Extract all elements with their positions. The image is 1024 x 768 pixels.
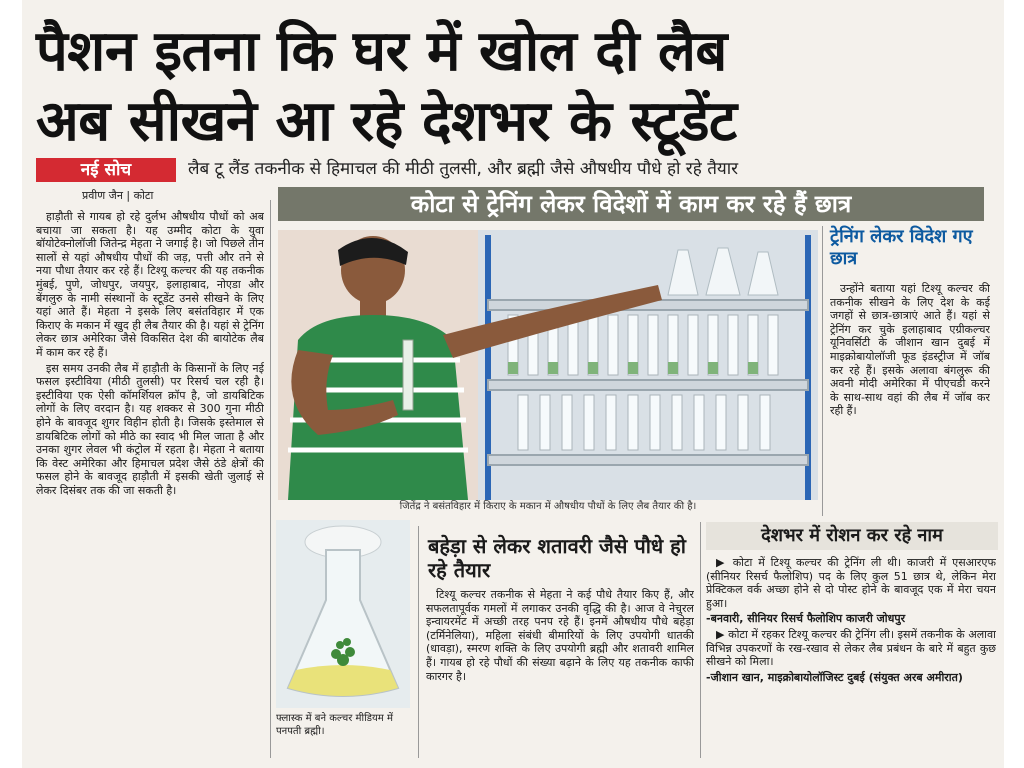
- flask-illustration: [276, 520, 410, 708]
- quote-paragraph: ▶ कोटा में टिश्यू कल्चर की ट्रेनिंग ली थी। काजरी में एसआरएफ (सीनियर रिसर्च फैलोशिप) पद के लिए कुल 51 छात्र थे, लेकिन मेरा प्रेक्टिकल वर्क अच्छा होने से दो पोस्ट होने के बावजूद एक में मेरा चयन हुआ।: [706, 556, 996, 610]
- sidebar-text: [830, 282, 990, 514]
- middle-heading: बहेड़ा से लेकर शतावरी जैसे पौधे हो रहे तैयार: [428, 534, 686, 582]
- byline: प्रवीण जैन | कोटा: [82, 189, 154, 202]
- quote-author: -जीशान खान, माइक्रोबायोलॉजिस्ट दुबई (संयुक्त अरब अमीरात): [706, 670, 963, 684]
- main-story-column: [36, 210, 264, 758]
- flask-photo: [276, 520, 410, 708]
- sidebar-paragraph: उन्होंने बताया यहां टिश्यू कल्चर की तकनीक सीखने के लिए देश के कई जगहों से छात्र-छात्राएं आते हैं। यहां से ट्रेनिंग कर चुके इलाहाबाद एग्रीकल्चर यूनिवर्सिटी के जीशान खान दुबई में माइक्रोबायोलॉजी फूड इंडस्ट्रीज में जॉब कर रहे हैं। इसके अलावा बंगलुरू की अवनी मोदी अमेरिका में पीएचडी करने के साथ-साथ वहां की लैब में जॉब कर रही हैं।: [830, 282, 990, 418]
- column-divider: [822, 226, 823, 516]
- quote-text: कोटा में रहकर टिश्यू कल्चर की ट्रेनिंग ली। इसमें तकनीक के अलावा विभिन्न उपकरणों के रख-रखाव से लेकर लैब प्रबंधन के बारे में बहुत कुछ सीखने को मिला।: [706, 627, 996, 669]
- quote-paragraph: ▶ कोटा में रहकर टिश्यू कल्चर की ट्रेनिंग ली। इसमें तकनीक के अलावा विभिन्न उपकरणों के रख-रखाव से लेकर लैब प्रबंधन के बारे में बहुत कुछ सीखने को मिला।: [706, 627, 996, 669]
- right-heading: देशभर में रोशन कर रहे नाम: [706, 522, 998, 550]
- section-tag: नई सोच: [36, 158, 176, 182]
- story-paragraph: हाड़ौती से गायब हो रहे दुर्लभ औषधीय पौधों को अब बचाया जा सकता है। यह उम्मीद कोटा के युवा बॉयोटेक्नोलॉजी जितेन्द्र मेहता ने जगाई है। जो पिछले तीन सालों से यहां औषधीय पौधों की जड़, पत्ती और तने से नया पौधा तैयार कर रहे हैं। टिश्यू कल्चर की यह तकनीक मुंबई, पुणे, जोधपुर, जयपुर, इलाहाबाद, नोएडा और बेंगलुरु के नामी संस्थानों के स्टूडेंट उनसे सीखने के लिए यहां आते हैं। मेहता ने इसके लिए बसंतविहार में एक किराए के मकान में खुद ही लैब तैयार की है। यहां से ट्रेनिंग लेकर छात्र अमेरिका जैसे विकसित देश की बायोटेक लैब में काम कर रहे हैं।: [36, 210, 264, 359]
- photo-banner: कोटा से ट्रेनिंग लेकर विदेशों में काम कर रहे हैं छात्र: [278, 187, 984, 221]
- headline-line-1: पैशन इतना कि घर में खोल दी लैब: [36, 19, 727, 84]
- lab-photo: [278, 230, 818, 500]
- quote-text: कोटा में टिश्यू कल्चर की ट्रेनिंग ली थी। काजरी में एसआरएफ (सीनियर रिसर्च फैलोशिप) पद के लिए कुल 51 छात्र थे, लेकिन मेरा प्रेक्टिकल वर्क अच्छा होने से दो पोस्ट होने के बावजूद एक में मेरा चयन हुआ।: [706, 556, 996, 610]
- middle-text: [426, 588, 694, 758]
- column-divider: [270, 200, 271, 758]
- newspaper-clipping: [22, 0, 1004, 768]
- right-text: [706, 556, 996, 760]
- column-divider: [418, 526, 419, 758]
- column-divider: [700, 522, 701, 758]
- story-paragraph: इस समय उनकी लैब में हाड़ौती के किसानों के लिए नई फसल इस्टीविया (मीठी तुलसी) पर रिसर्च चल रही है। इस्टीविया एक ऐसी कॉमर्शियल क्रॉप है, जो डायबिटिक लोगों के लिए वरदान है। यह शक्कर से 300 गुना मीठी होने के बावजूद शुगर विहीन होती है। जिसके इस्तेमाल से डायबिटिक लोगों को मीठे का स्वाद भी मिल जाता है और उनका शुगर लेवल भी कंट्रोल में रहता है। मेहता ने बताया कि वेस्ट अमेरिका और हिमाचल प्रदेश जैसे ठंडे क्षेत्रों की फसल होने के बावजूद हाड़ौती में इसकी खेती जुलाई से लेकर दिसंबर तक की जा सकती है।: [36, 361, 264, 497]
- photo-caption: जितेंद्र ने बसंतविहार में किराए के मकान में औषधीय पौधों के लिए लैब तैयार की है।: [399, 501, 697, 512]
- lab-scene-illustration: [278, 230, 818, 500]
- sub-headline: लैब टू लैंड तकनीक से हिमाचल की मीठी तुलसी, और ब्रह्मी जैसे औषधीय पौधे हो रहे तैयार: [188, 159, 739, 179]
- headline-line-2: अब सीखने आ रहे देशभर के स्टूडेंट: [36, 89, 737, 154]
- sidebar-heading: ट्रेनिंग लेकर विदेश गए छात्र: [830, 226, 973, 269]
- quote-author: -बनवारी, सीनियर रिसर्च फैलोशिप काजरी जोधपुर: [706, 612, 906, 626]
- flask-caption: फ्लास्क में बने कल्चर मीडियम में पनपती ब्रह्मी।: [276, 713, 393, 737]
- middle-paragraph: टिश्यू कल्चर तकनीक से मेहता ने कई पौधे तैयार किए हैं, और सफलतापूर्वक गमलों में लगाकर उनकी वृद्धि की है। आज वे नेचुरल इन्वायरमेंट में अच्छी तरह पनप रहे हैं। इनमें औषधीय पौधे बहेड़ा (टर्मिनेलिया), महिला संबंधी बीमारियों के लिए उपयोगी धातकी (धावड़ा), स्मरण शक्ति के लिए उपयोगी ब्रह्मी और शतावरी शामिल हैं। गायब हो रहे पौधों की संख्या बढ़ाने के लिए यह तकनीक काफी कारगर है।: [426, 588, 694, 683]
